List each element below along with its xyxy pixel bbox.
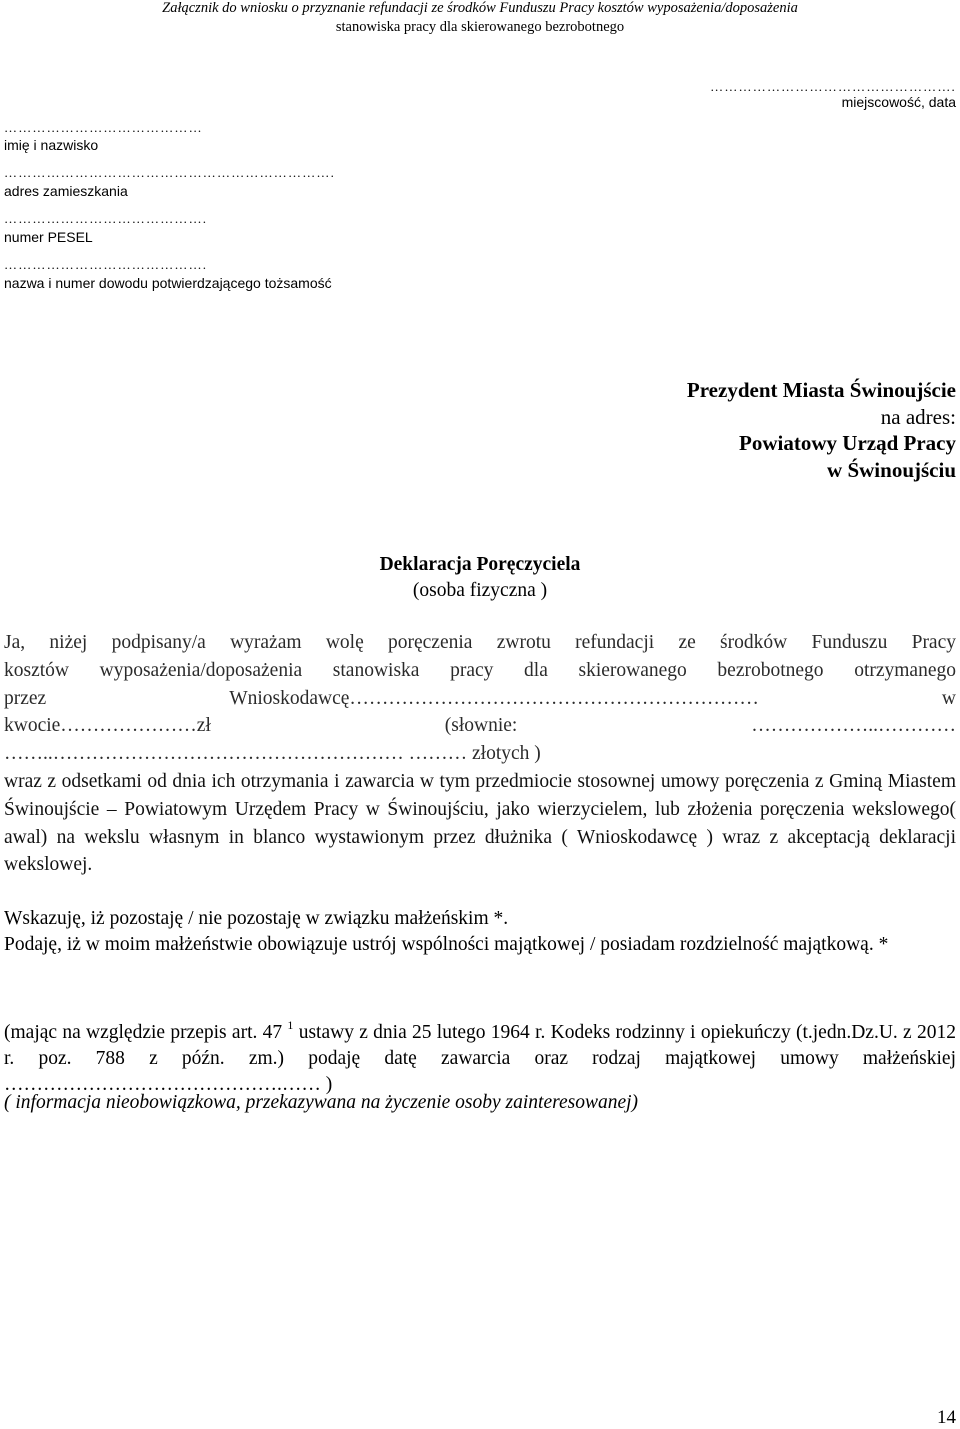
- declaration-applicant: Wnioskodawcę………………………………………………………: [229, 687, 759, 709]
- declaration-title: Deklaracja Poręczyciela: [379, 554, 581, 575]
- address-label: adres zamieszkania: [4, 183, 128, 199]
- place-date-label: miejscowość, data: [841, 94, 956, 110]
- declaration-line-1: Ja, niżej podpisany/a wyrażam wolę poręczenia zwrotu refundacji ze środków Funduszu Pracy: [4, 632, 956, 653]
- id-document-dots: …………………………………….: [4, 257, 208, 272]
- property-regime-text: Podaję, iż w moim małżeństwie obowiązuje ustrój wspólności majątkowej / posiadam rozdzielność majątkową. *: [4, 934, 889, 955]
- id-document-label: nazwa i numer dowodu potwierdzającego tożsamość: [4, 275, 332, 291]
- recipient-block: [687, 377, 956, 483]
- header-subtitle-line: stanowiska pracy dla skierowanego bezrobotnego: [335, 19, 625, 35]
- pesel-label: numer PESEL: [4, 229, 93, 245]
- declaration-line-amount: [4, 712, 956, 740]
- property-regime: [4, 932, 956, 958]
- law-article-superscript: 1: [287, 1018, 294, 1032]
- optional-info-note: ( informacja nieobowiązkowa, przekazywana na życzenie osoby zainteresowanej): [4, 1092, 639, 1113]
- declaration-body: [4, 629, 956, 768]
- recipient-address-label: na adres:: [880, 404, 956, 429]
- recipient-office: Powiatowy Urząd Pracy: [739, 431, 956, 455]
- place-date-dots: …………………………………………….: [710, 79, 956, 94]
- declaration-amount: kwocie…………………zł: [4, 715, 211, 737]
- law-text-pre: (mając na względzie przepis art. 47: [4, 1022, 288, 1043]
- page-number: 14: [937, 1407, 956, 1428]
- recipient-city: w Świnoujściu: [827, 457, 956, 482]
- name-dots: ……………………………………: [4, 120, 203, 135]
- declaration-in: w: [941, 687, 956, 709]
- declaration-line-2: kosztów wyposażenia/doposażenia stanowiska pracy dla skierowanego bezrobotnego otrzymanego: [4, 659, 956, 681]
- header-attachment-line: Załącznik do wniosku o przyznanie refundacji ze środków Funduszu Pracy kosztów wyposażenia/doposażenia: [162, 0, 798, 16]
- law-text-post: ustawy z dnia 25 lutego 1964 r. Kodeks rodzinny i opiekuńczy (t.jedn.Dz.U. z 2012 r. poz. 788 z późn. zm.) podaję datę zawarcia oraz rodzaj majątkowej umowy małżeńskiej …………………………………….…… ): [4, 1022, 956, 1095]
- declaration-words-dots: ………………..…………: [751, 715, 956, 737]
- declaration-line-applicant: [4, 685, 956, 713]
- name-label: imię i nazwisko: [4, 137, 99, 153]
- law-reference: [4, 1012, 956, 1098]
- marital-status-line: Wskazuję, iż pozostaję / nie pozostaję w związku małżeńskim *.: [4, 908, 509, 929]
- declaration-line-zloty: ……..……………………………………………… ……… złotych ): [4, 743, 541, 765]
- law-reference-text: [4, 1012, 956, 1098]
- declaration-rest-text: wraz z odsetkami od dnia ich otrzymania i zawarcia w tym przedmiocie stosownej umowy poręczenia z Gminą Miastem Świnoujście – Powiatowym Urzędem Pracy w Świnoujściu, jako wierzycielem, lub złożenia poręczenia wekslowego( awal) na wekslu własnym in blanco wystawionym przez dłużnika ( Wnioskodawcę ) wraz z akceptacją deklaracji wekslowej.: [4, 771, 956, 876]
- declaration-rest: [4, 768, 956, 879]
- recipient-mayor: Prezydent Miasta Świnoujście: [686, 378, 956, 402]
- declaration-subtitle: (osoba fizyczna ): [412, 580, 548, 601]
- declaration-by: przez: [4, 687, 47, 709]
- declaration-in-words: (słownie:: [444, 715, 518, 737]
- address-dots: …………………………………………………………….: [4, 165, 336, 180]
- pesel-dots: …………………………………….: [4, 211, 208, 226]
